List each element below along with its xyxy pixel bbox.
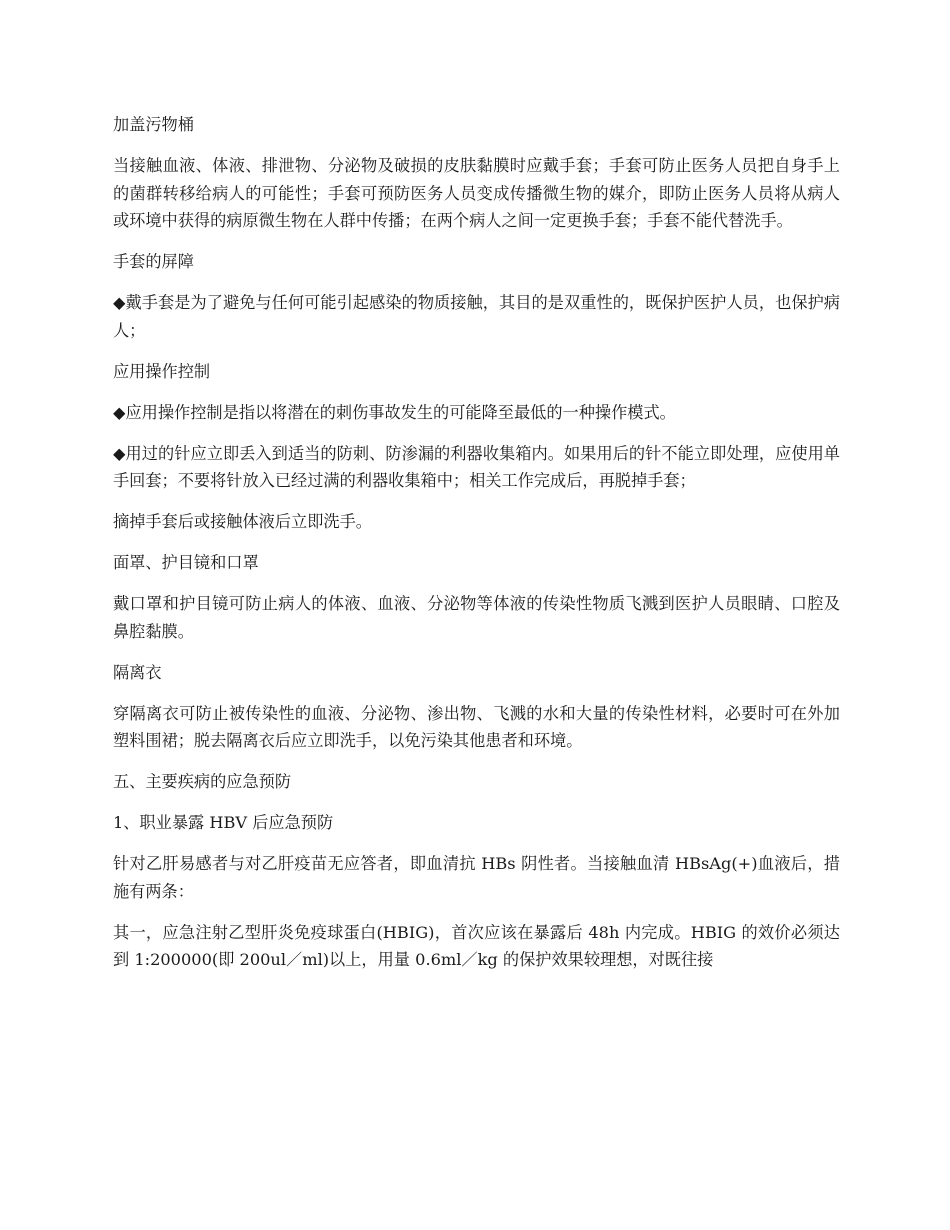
heading-isolation-gown: 隔离衣 [113,662,162,682]
paragraph-isolation-gown: 穿隔离衣可防止被传染性的血液、分泌物、渗出物、飞溅的水和大量的传染性材料，必要时可在外加塑料围裙；脱去隔离衣后应立即洗手，以免污染其他患者和环境。 [113,703,840,750]
paragraph-covered-waste-bin: 加盖污物桶 [113,115,194,134]
bullet-used-needle-disposal: ◆用过的针应立即丢入到适当的防刺、防渗漏的利器收集箱内。如果用后的针不能立即处理，应使用单手回套；不要将针放入已经过满的利器收集箱中；相关工作完成后，再脱掉手套； [113,443,840,490]
paragraph-mask-goggles: 戴口罩和护目镜可防止病人的体液、血液、分泌物等体液的传染性物质飞溅到医护人员眼睛、口腔及鼻腔黏膜。 [113,594,840,641]
subheading-hbv-exposure: 1、职业暴露 HBV 后应急预防 [113,813,334,832]
paragraph-hbv-susceptible: 针对乙肝易感者与对乙肝疫苗无应答者，即血清抗 HBs 阴性者。当接触血清 HBsAg(+)血液后，措施有两条： [113,854,840,901]
heading-operation-control: 应用操作控制 [113,361,211,381]
paragraph-hbig-injection: 其一，应急注射乙型肝炎免疫球蛋白(HBIG)，首次应该在暴露后 48h 内完成。HBIG 的效价必须达到 1:200000(即 200ul／ml)以上，用量 0.6ml／kg 的保护效果较理想，对既往接 [113,922,840,969]
section-heading-emergency-prevention: 五、主要疾病的应急预防 [113,772,292,791]
paragraph-hand-washing: 摘掉手套后或接触体液后立即洗手。 [113,512,372,531]
paragraph-glove-usage: 当接触血液、体液、排泄物、分泌物及破损的皮肤黏膜时应戴手套；手套可防止医务人员把自身手上的菌群转移给病人的可能性；手套可预防医务人员变成传播微生物的媒介，即防止医务人员将从病人或环境中获得的病原微生物在人群中传播；在两个病人之间一定更换手套；手套不能代替洗手。 [113,156,840,230]
heading-mask-goggles: 面罩、护目镜和口罩 [113,553,259,572]
bullet-operation-control-definition: ◆应用操作控制是指以将潜在的刺伤事故发生的可能降至最低的一种操作模式。 [113,402,676,422]
bullet-glove-purpose: ◆戴手套是为了避免与任何可能引起感染的物质接触，其目的是双重性的，既保护医护人员，也保护病人； [113,293,840,340]
heading-glove-barrier: 手套的屏障 [113,252,194,271]
